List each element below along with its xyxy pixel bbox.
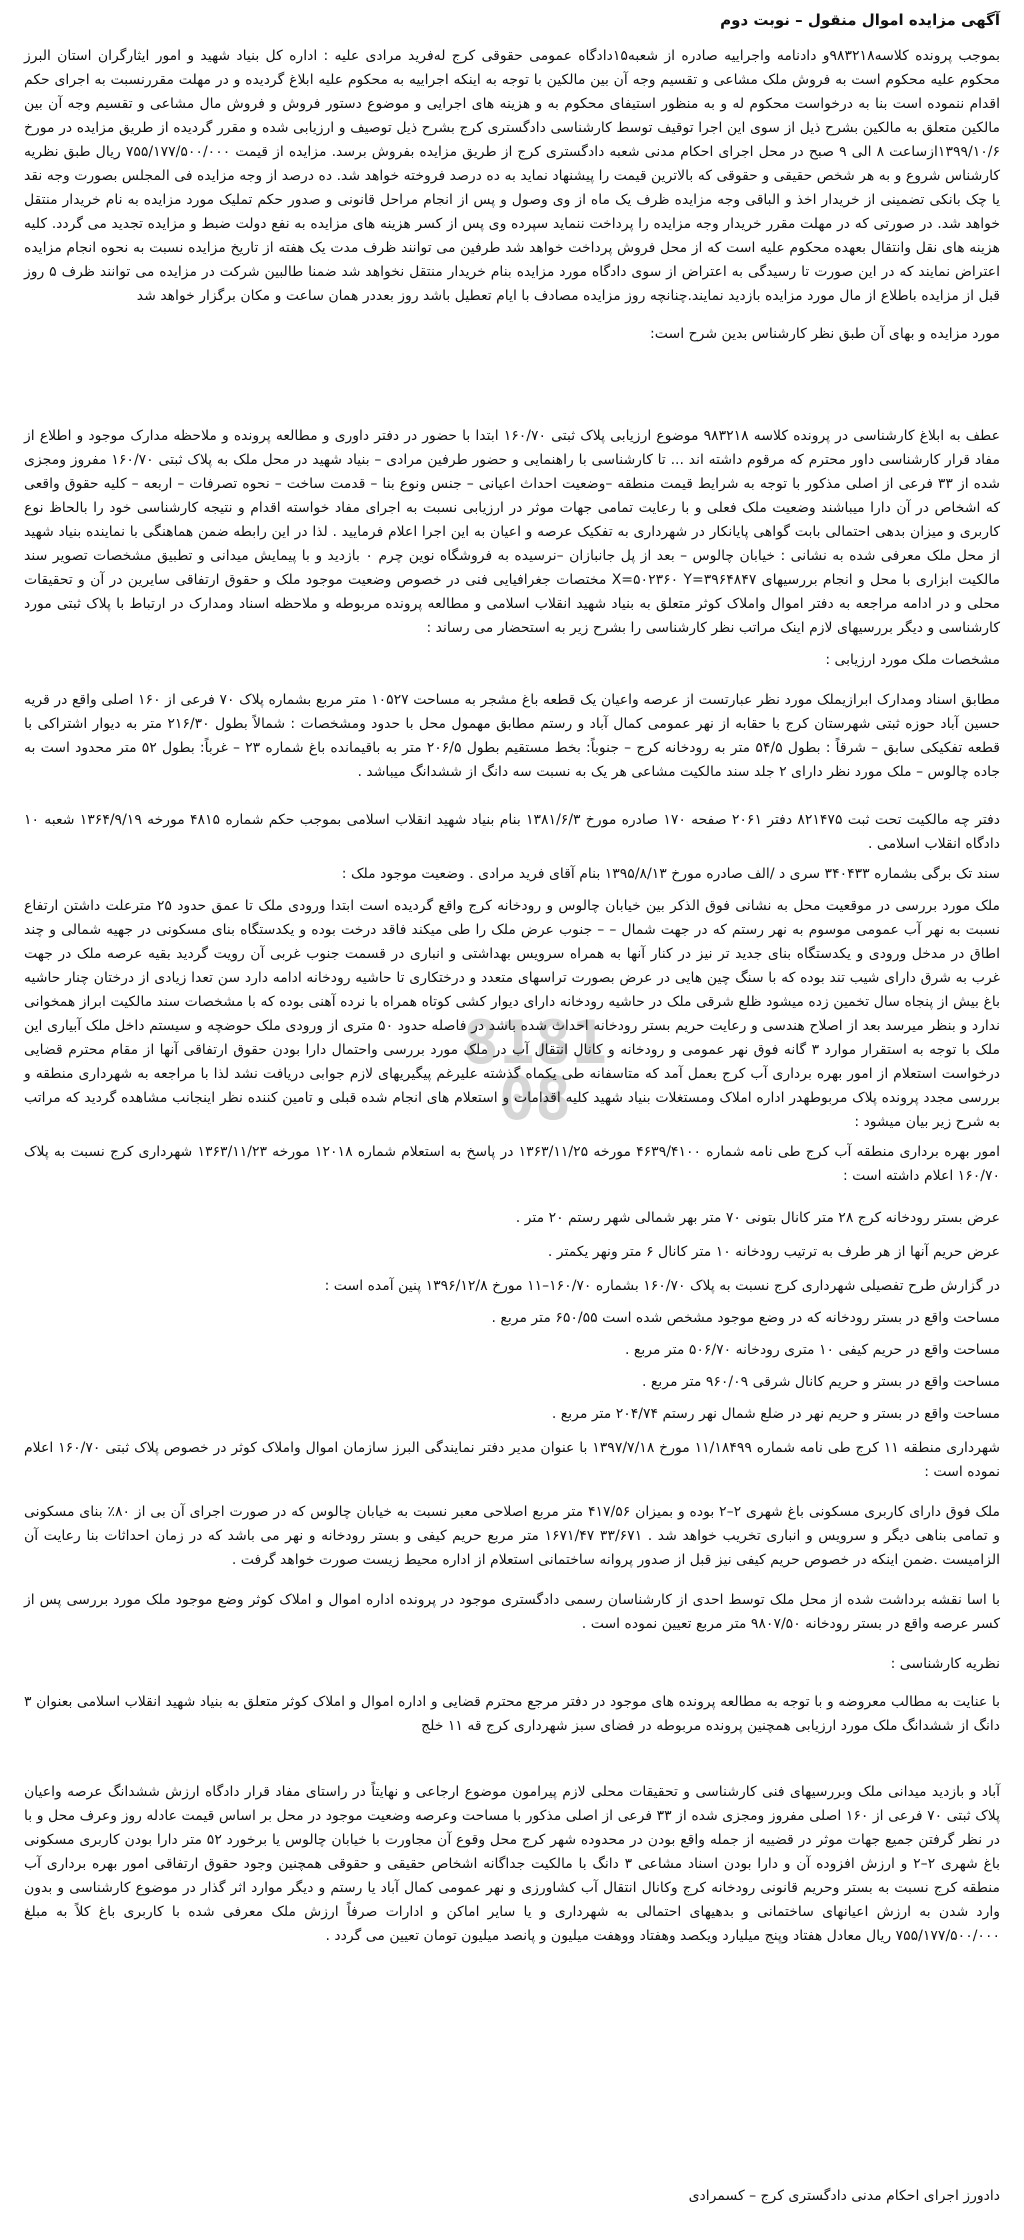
area-stream: مساحت واقع در بستر و حریم نهر در ضلع شمال نهر رستم ۲۰۴/۷۴ متر مربع . <box>551 1406 1000 1422</box>
watermark-stamp-icon: 8181 08 <box>462 1008 608 1134</box>
privacy-width: عرض حریم آنها از هر طرف به ترتیب رودخانه ۱۰ متر کانال ۶ متر ونهر یکمتر . <box>547 1244 1000 1260</box>
ownership-deed-2: سند تک برگی بشماره ۳۴۰۴۳۳ سری د /الف صادره مورخ ۱۳۹۵/۸/۱۳ بنام آقای فرید مرادی . وضعیت موجود ملک : <box>341 866 1000 882</box>
area-riverbed: مساحت واقع در بستر رودخانه که در وضع موجود مشخص شده است ۶۵۰/۵۵ متر مربع . <box>491 1310 1000 1326</box>
water-authority-inquiry: امور بهره برداری منطقه آب کرج طی نامه شماره ۴۶۳۹/۴۱۰۰ مورخه ۱۳۶۳/۱۱/۲۵ در پاسخ به استعلام شماره ۱۲۰۱۸ مورخه ۱۳۶۳/۱۱/۲۳ شهرداری کرج نسبت به پلاک ۱۶۰/۷۰ اعلام داشته است : <box>24 1144 1001 1184</box>
notice-footer-signature: دادورز اجرای احکام مدنی دادگستری کرج – کسمرادی <box>688 2188 1000 2204</box>
notice-intro-paragraph: بموجب پرونده کلاسه۹۸۳۲۱۸و دادنامه واجراییه صادره از شعبه۱۵دادگاه عمومی حقوقی کرج له‌فرید مرادی علیه : اداره کل بنیاد شهید و امور ایثارگران استان البرز محکوم علیه محکوم است به فروش ملک مشاعی و تقسیم وجه آن بین مالکین با توجه به اینکه اجراییه به محکوم علیه ابلاغ گردیده و در مهلت مقررنسبت به اجرای حکم اقدام ننموده است بنا به درخواست محکوم له و به منظور استیفای محکوم به و هزینه های اجرایی و موضوع دستور فروش و فروش مال مشاعی و تقسیم وجه آن بین مالکین متعلق به مالکین بشرح ذیل از سوی این اجرا توقیف توسط کارشناسی دادگستری کرج بشرح ذیل توصیف و ارزیابی شده و مقرر گردیده از طریق مزایده در مورخ ۱۳۹۹/۱۰/۶ازساعت ۸ الی ۹ صبح در محل اجرای احکام مدنی شعبه دادگستری کرج از طریق مزایده بفروش برسد. مزایده از قیمت ۷۵۵/۱۷۷/۵۰۰/۰۰۰ ریال طبق نظریه کارشناس شروع و به هر شخص حقیقی و حقوقی که بالاترین قیمت را پیشنهاد نماید به ده درصد فروخته خواهد شد. ده درصد از وجه مزایده فی المجلس بصورت وجه نقد یا چک بانکی تضمینی از خریدار اخذ و الباقی وجه مزایده ظرف یک ماه از وی وصول و پس از انجام مراحل قانونی و صدور حکم تملیک مورد مزایده به نام خریدار منتقل خواهد شد. در صورتی که در مهلت مقرر خریدار وجه مزایده را پرداخت ننماید سپرده وی پس از کسر هزینه های مزایده به نفع دولت ضبط و مزایده تجدید می گردد. کلیه هزینه های نقل وانتقال بعهده محکوم علیه است که از محل فروش پرداخت خواهد شد طرفین می توانند ظرف مدت یک هفته از تاریخ مزایده نسبت به نحوه انجام مزایده اعتراض نمایند که در این صورت تا رسیدگی به اعتراض از سوی دادگاه مورد مزایده بنام خریدار منتقل نخواهد شد ضمنا طالبین شرکت در مزایده می توانند ظرف ۵ روز قبل از مزایده باطلاع از مال مورد مزایده بازدید نمایند.چنانچه روز مزایده مصادف با ایام تعطیل باشد روز بعددر همان ساعت و مکان برگزار خواهد شد <box>24 48 1000 304</box>
municipality-letter: شهرداری منطقه ۱۱ کرج طی نامه شماره ۱۱/۱۸۴۹۹ مورخ ۱۳۹۷/۷/۱۸ با عنوان مدیر دفتر نمایندگی البرز سازمان اموال واملاک کوثر در خصوص پلاک ثبتی ۱۶۰/۷۰ اعلام نموده است : <box>24 1440 1001 1480</box>
river-bed-width: عرض بستر رودخانه کرج ۲۸ متر کانال بتونی ۷۰ متر بهر شمالی شهر رستم ۲۰ متر . <box>515 1210 1000 1226</box>
expert-opinion-heading: نظریه کارشناسی : <box>890 1656 1000 1672</box>
zoning-paragraph: ملک فوق دارای کاربری مسکونی باغ شهری ۲–۲ بوده و بمیزان ۴۱۷/۵۶ متر مربع اصلاحی معبر نسبت به خیابان چالوس که در صورت اجرای آن بی از ۸۰٪ بنای مسکونی و تمامی بناهی دیگر و سرویس و انباری تخریب خواهد شد . ۳۳/۶۷۱ ۱۶۷۱/۴۷ متر مربع حریم کیفی و بستر رودخانه و نهر می باشد که در زمان احداثات بنا رعایت آن الزامیست .ضمن اینکه در خصوص حریم کیفی نیز قبل از صدور پروانه ساختمانی استعلام از اداره محیط زیست صورت خواهد گرفت . <box>24 1504 1001 1568</box>
notice-title: آگهی مزایده اموال منقول – نوبت دوم <box>720 11 1000 29</box>
expert-opinion-paragraph: با عنایت به مطالب معروضه و با توجه به مطالعه پرونده های موجود در دفتر مرجع محترم قضایی و اداره اموال و املاک کوثر متعلق به بنیاد شهید انقلاب اسلامی بعنوان ۳ دانگ از ششدانگ ملک مورد ارزیابی همچنین پرونده مربوطه در فضای سبز شهرداری کرج قه ۱۱ خلج <box>24 1694 1000 1734</box>
site-description-paragraph: ملک مورد بررسی در موقعیت محل به نشانی فوق الذکر بین خیابان چالوس و رودخانه کرج واقع گردیده است ابتدا ورودی ملک تا عمق حدود ۲۵ مترعلت داشتن ارتفاع نسبت به نهر آب عمومی موسوم به نهر رستم که در جهت شمال – – جنوب عرض ملک را طی میکند فاقد درخت بوده و یکدستگاه بنای مسکونی در جهیه شمالی و چند اطاق در مدخل ورودی و یکدستگاه بنای جدید تر نیز در کنار آنها به همراه سرویس بهداشتی و انباری در قسمت جنوب غربی آن رویت گردید بقیه عرصه ملک در جهت غرب به شرق دارای شیب تند بوده که با سنگ چین هایی در عرض بصورت تراسهای متعدد و درختکاری تا حاشیه رودخانه ادامه دارد سن تعدا زیادی از درختان چنار حاشیه باغ بیش از پنجاه سال تخمین زده میشود ظلع شرقی ملک در حاشیه رودخانه دارای دیوار کشی کوتاه همراه با نرده آهنی بوده که با مشخصات سند مالکیت ابراز همخوانی ندارد و بنظر میرسد بعد از اصلاح هندسی و رعایت حریم بستر رودخانه احداث شده باشد در فاصله حدود ۵۰ متری از ورودی ملک حوضچه و سیستم داخل ملک آبیاری این ملک با توجه به استقرار موارد ۳ گانه فوق نهر عمومی و رودخانه و کانال انتقال آب در ملک مورد بررسی واحتمال دارا بودن حقوق ارتفاقی آنها از مقام محترم قضایی درخواست استعلام از امور بهره برداری آب کرج بعمل آمد که متاسفانه طی یکماه گذشته علیرغم پیگیریهای لازم جوابی دریافت نشد لذا با مراجعه به شهرداری منطقه و بررسی مجدد پرونده پلاک مربوطهدر اداره املاک ومستغلات بنیاد شهید کلیه اقدامات و استعلام های انجام شده قبلی و تامین کننده نظر اینجانب مشاهده گردید که مراتب به شرح زیر بیان میشود : <box>24 898 1001 1130</box>
property-spec-heading: مشخصات ملک مورد ارزیابی : <box>825 652 1000 668</box>
remaining-area-paragraph: با اسا نقشه برداشت شده از محل ملک توسط احدی از کارشناسان رسمی دادگستری موجود در پرونده اداره اموال و املاک کوثر وضع موجود ملک مورد بررسی پس از کسر عرصه واقع در بستر رودخانه ۹۸۰۷/۵۰ متر مربع تعیین نموده است . <box>24 1592 1000 1632</box>
area-canal: مساحت واقع در بستر و حریم کانال شرقی ۹۶۰/۰۹ متر مربع . <box>642 1374 1000 1390</box>
area-river-privacy: مساحت واقع در حریم کیفی ۱۰ متری رودخانه ۵۰۶/۷۰ متر مربع . <box>625 1342 1000 1358</box>
property-spec-paragraph: مطابق اسناد ومدارک ابرازیملک مورد نظر عبارتست از عرصه واعیان یک قطعه باغ مشجر به مساحت ۱۰۵۲۷ متر مربع بشماره پلاک ۷۰ فرعی از ۱۶۰ اصلی واقع در قریه حسین آباد حوزه ثبتی شهرستان کرج با حقابه از نهر عمومی کمال آباد و رستم مطابق مهمول محل با حدود ومشخصات : شمالاً بطول ۲۱۶/۳۰ متر به دیوار اشتراکی با قطعه تفکیکی سابق – شرقاً : بطول ۵۴/۵ متر به رودخانه کرج – جنوباً: بخط مستقیم بطول ۲۰۶/۵ متر به باقیمانده باغ شماره ۲۳ – غرباً: بطول ۵۲ متر محدود است به جاده چالوس – ملک مورد نظر دارای ۲ جلد سند مالکیت مشاعی هر یک به نسبت سه دانگ از ششدانگ میباشد . <box>24 692 1001 780</box>
expert-report-paragraph: عطف به ابلاغ کارشناسی در پرونده کلاسه ۹۸۳۲۱۸ موضوع ارزیابی پلاک ثبتی ۱۶۰/۷۰ ابتدا با حضور در دفتر داوری و مطالعه پرونده و ملاحظه مدارک موجود و اطلاع از مفاد قرار کارشناسی داور محترم که مرقوم داشته اند ... تا کارشناسی با راهنمایی و حضور طرفین مرادی – بنیاد شهید در محل ملک به پلاک ثبتی ۱۶۰/۷۰ مفروز ومجزی شده از ۳۳ فرعی از اصلی مذکور با توجه به شرایط قیمت منطقه –وضعیت احداث اعیانی – جنس ونوع بنا – قدمت ساخت – نحوه تصرفات – اربعه – کلیه حقوق واقعی که اشخاص در آن دارا میباشند وضعیت ملک فعلی و با رعایت تمامی جهات موثر در ارزیابی نسبت به اجرای مفاد خواسته اقدام و نتیجه کارشناسی خود را بالحاظ نوع کاربری و میزان بدهی احتمالی بابت گواهی پایانکار در شهرداری به تفکیک عرصه و اعیان به این اجرا اعلام فرمایید . لذا در این رابطه ضمن هماهنگی با نماینده بنیاد شهید از محل ملک معرفی شده به نشانی : خیابان چالوس – بعد از پل جانبازان –نرسیده به فروشگاه نوین چرم ۰ بازدید و با پیمایش میدانی و تطبیق مشخصات تصویر سند مالکیت ابزاری با محل و انجام بررسیهای X=۵۰۲۳۶۰ Y=۳۹۶۴۸۴۷ مختصات جغرافیایی فنی در خصوص وضعیت موجود ملک و حقوق ارتفاقی سایرین در آن و تحقیقات محلی و در ادامه مراجعه به دفتر اموال واملاک کوثر متعلق به بنیاد شهید انقلاب اسلامی و مطالعه پرونده مربوطه و ملاحظه اسناد ومدارک در ارتباط با پلاک ثبتی مورد کارشناسی و دیگر بررسیهای لازم اینک مراتب نظر کارشناسی را بشرح زیر به استحضار می رساند : <box>24 428 1001 636</box>
ownership-deed-1: دفتر چه مالکیت تحت ثبت ۸۲۱۴۷۵ دفتر ۲۰۶۱ صفحه ۱۷۰ صادره مورخ ۱۳۸۱/۶/۳ بنام بنیاد شهید انقلاب اسلامی بموجب حکم شماره ۴۸۱۵ مورخه ۱۳۶۴/۹/۱۹ شعبه ۱۰ دادگاه انقلاب اسلامی . <box>24 812 1001 852</box>
valuation-intro-line: مورد مزایده و بهای آن طبق نظر کارشناس بدین شرح است: <box>650 326 1000 342</box>
valuation-paragraph: آباد و بازدید میدانی ملک وبررسیهای فنی کارشناسی و تحقیقات محلی لازم پیرامون موضوع ارجاعی و نهایتاً در راستای مفاد قرار دادگاه ارزش ششدانگ عرصه واعیان پلاک ثبتی ۷۰ فرعی از ۱۶۰ اصلی مفروز ومجزی شده از ۳۳ فرعی از اصلی مذکور با مساحت وعرصه وضعیت موجود در محل بر اساس قیمت عادله روز وعرف محل و با در نظر گرفتن جمیع جهات موثر در قضییه از جمله واقع بودن در محدوده شهر کرج محل وقوع آن مجاورت با خیابان چالوس یا برخورد ۵۲ متر دارا بودن کاربری مسکونی باغ شهری ۲–۲ و ارزش افزوده آن و دارا بودن اسناد مشاعی ۳ دانگ با مالکیت جداگانه اشخاص حقیقی و حقوقی همچنین وجود حقوق ارتفاقی امور بهره برداری آب منطقه کرج نسبت به بستر وحریم قانونی رودخانه کرج وکانال انتقال آب کشاورزی و نهر عمومی کمال آباد یا رستم و دیگر موارد اثر گذار در موضوع کارشناسی و بدون وارد شدن به ارزش اعیانهای ساختمانی و بدهیهای احتمالی به شهرداری و یا سایر اماکن و ادارات صرفاً ارزش ملک معرفی شده با کاربری باغ کلاً به مبلغ ۷۵۵/۱۷۷/۵۰۰/۰۰۰ ریال معادل هفتاد وپنج میلیارد ویکصد وهفتاد ووهفت میلیون و پانصد میلیون تومان تعیین می گردد . <box>24 1784 1001 1944</box>
detailed-plan-report: در گزارش طرح تفصیلی شهرداری کرج نسبت به پلاک ۱۶۰/۷۰ بشماره ۱۶۰/۷۰–۱۱ مورخ ۱۳۹۶/۱۲/۸ پنین آمده است : <box>324 1278 1000 1294</box>
